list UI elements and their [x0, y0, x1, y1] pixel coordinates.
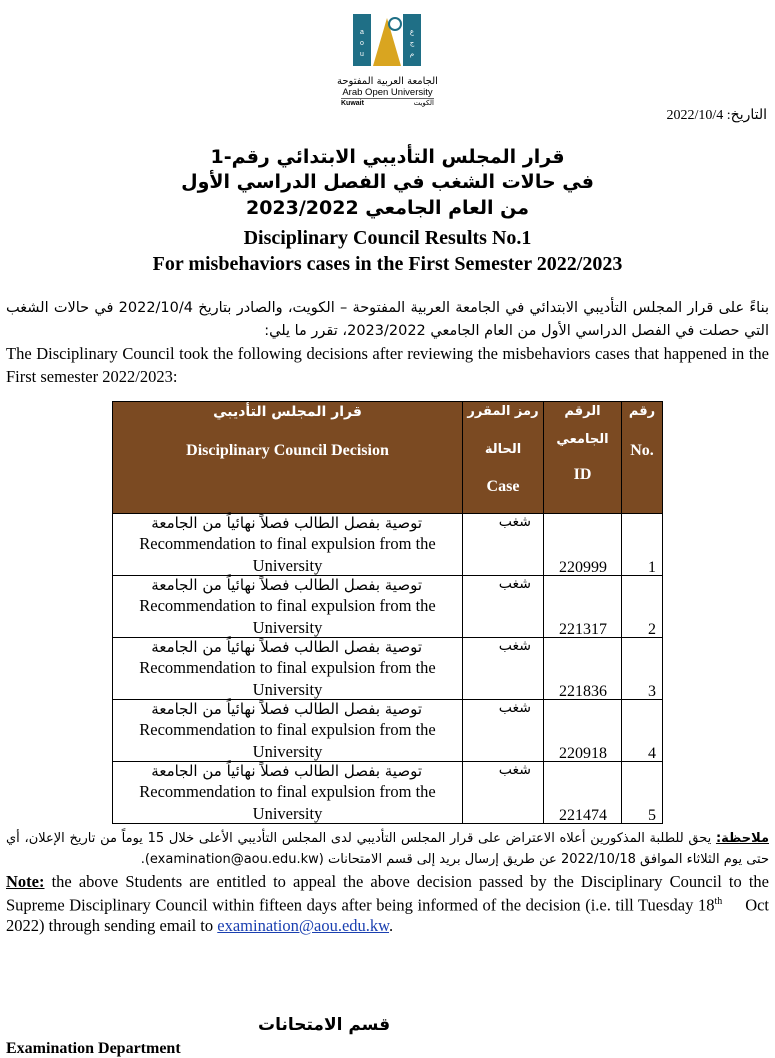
case-value: شغب	[498, 638, 531, 654]
cell-case	[463, 514, 544, 576]
decision-ar: توصية بفصل الطالب فصلاً نهائياً من الجامعة	[151, 638, 422, 656]
student-id: 221836	[559, 683, 607, 700]
header-id-ar2: الجامعي	[556, 432, 609, 447]
cell-id	[544, 700, 622, 762]
student-id: 220999	[559, 559, 607, 576]
cell-id	[544, 514, 622, 576]
note-en	[6, 872, 769, 936]
table-row	[113, 700, 663, 762]
cell-case	[463, 576, 544, 638]
svg-text:u: u	[360, 51, 364, 58]
logo-name-ar: الجامعة العربية المفتوحة	[337, 76, 438, 87]
note-en-end: .	[389, 915, 394, 935]
cell-case	[463, 762, 544, 824]
decision-ar: توصية بفصل الطالب فصلاً نهائياً من الجامعة	[151, 514, 422, 532]
svg-text:o: o	[360, 40, 364, 47]
document-date	[666, 107, 767, 124]
case-value: شغب	[498, 700, 531, 716]
header-decision-ar: قرار المجلس التأديبي	[213, 404, 362, 420]
decision-en: Recommendation to final expulsion from the University	[139, 720, 436, 761]
svg-text:م: م	[409, 50, 415, 58]
date-value: 2022/10/4	[666, 108, 724, 123]
decision-ar: توصية بفصل الطالب فصلاً نهائياً من الجامعة	[151, 762, 422, 780]
cell-id	[544, 762, 622, 824]
svg-text:ج: ج	[409, 39, 415, 47]
title-en-line2: For misbehaviors cases in the First Semester 2022/2023	[152, 253, 623, 275]
table-row	[113, 638, 663, 700]
decision-en: Recommendation to final expulsion from the University	[139, 658, 436, 699]
intro-paragraph-ar: بناءً على قرار المجلس التأديبي الابتدائي في الجامعة العربية المفتوحة – الكويت، والصادر بتاريخ 2022/10/4 في حالات الشغب التي حصلت في الفصل الدراسي الأول من العام الجامعي 2023/2022، تقرر ما يلي:	[6, 300, 769, 339]
note-en-label: Note:	[6, 872, 45, 891]
cell-no	[622, 514, 663, 576]
department-en: Examination Department	[6, 1040, 181, 1057]
logo-name-en: Arab Open University	[342, 87, 433, 98]
note-ar-label: ملاحظة:	[715, 831, 769, 846]
header-decision	[113, 402, 463, 514]
decision-ar: توصية بفصل الطالب فصلاً نهائياً من الجامعة	[151, 576, 422, 594]
decision-en: Recommendation to final expulsion from the University	[139, 782, 436, 823]
header-case-ar2: الحالة	[484, 442, 522, 457]
student-id: 220918	[559, 745, 607, 762]
header-id-ar1: الرقم	[564, 404, 601, 419]
svg-text:a: a	[360, 29, 364, 36]
note-en-sup: th	[714, 896, 723, 907]
cell-case	[463, 700, 544, 762]
date-label: التاريخ:	[726, 108, 767, 123]
header-decision-en: Disciplinary Council Decision	[186, 442, 389, 459]
cell-decision	[113, 700, 463, 762]
department-ar: قسم الامتحانات	[258, 1015, 391, 1035]
cell-decision	[113, 514, 463, 576]
case-value: شغب	[498, 576, 531, 592]
cell-decision	[113, 762, 463, 824]
aou-emblem-icon	[353, 14, 421, 66]
logo-branch-en: Kuwait	[341, 100, 364, 107]
cell-case	[463, 638, 544, 700]
cell-id	[544, 638, 622, 700]
note-ar	[6, 828, 769, 870]
cell-id	[544, 576, 622, 638]
row-number: 3	[648, 683, 656, 700]
note-en-text2: Oct 2022) through sending email to	[6, 895, 770, 935]
table-row	[113, 762, 663, 824]
note-en-text: the above Students are entitled to appeal the above decision passed by the Disciplinary Council to the Supreme Disciplinary Council within fifteen days after being informed of the decision (i.e. till Tuesday 18	[6, 872, 770, 915]
intro-paragraph-en: The Disciplinary Council took the following decisions after reviewing the misbehaviors cases that happened in the First semester 2022/2023:	[6, 344, 769, 386]
header-case-ar1: رمز المقرر	[467, 404, 539, 419]
cell-no	[622, 638, 663, 700]
university-logo	[335, 10, 440, 107]
cell-decision	[113, 638, 463, 700]
decision-en: Recommendation to final expulsion from the University	[139, 534, 436, 575]
table-row	[113, 576, 663, 638]
header-id-en: ID	[573, 466, 592, 483]
student-id: 221474	[559, 807, 607, 824]
cell-decision	[113, 576, 463, 638]
decisions-table	[112, 401, 663, 824]
case-value: شغب	[498, 762, 531, 778]
title-en-line1: Disciplinary Council Results No.1	[243, 227, 532, 249]
cell-no	[622, 762, 663, 824]
title-ar-line3: من العام الجامعي 2023/2022	[245, 197, 530, 219]
cell-no	[622, 576, 663, 638]
logo-branch-ar: الكويت	[413, 99, 434, 107]
header-case-en: Case	[486, 478, 520, 495]
header-no	[622, 402, 663, 514]
row-number: 2	[648, 621, 656, 638]
case-value: شغب	[498, 514, 531, 530]
header-no-ar: رقم	[628, 404, 656, 419]
table-header-row	[113, 402, 663, 514]
cell-no	[622, 700, 663, 762]
header-no-en: No.	[630, 442, 654, 459]
decision-ar: توصية بفصل الطالب فصلاً نهائياً من الجامعة	[151, 700, 422, 718]
decision-en: Recommendation to final expulsion from the University	[139, 596, 436, 637]
row-number: 1	[648, 559, 656, 576]
header-id	[544, 402, 622, 514]
email-link[interactable]: examination@aou.edu.kw	[217, 915, 390, 935]
header-case	[463, 402, 544, 514]
table-row	[113, 514, 663, 576]
student-id: 221317	[559, 621, 607, 638]
svg-text:ع: ع	[409, 28, 415, 36]
note-ar-text: يحق للطلبة المذكورين أعلاه الاعتراض على قرار المجلس التأديبي لدى المجلس التأديبي الأعلى خلال 15 يوماً من تاريخ الإعلان، أي حتى يوم الثلاثاء الموافق 2022/10/18 عن طريق إرسال بريد إلى قسم الامتحانات (examination@aou.edu.kw).	[6, 831, 769, 867]
row-number: 5	[648, 807, 656, 824]
title-ar-line2: في حالات الشغب في الفصل الدراسي الأول	[181, 171, 594, 193]
row-number: 4	[648, 745, 656, 762]
title-ar-line1: قرار المجلس التأديبي الابتدائي رقم-1	[210, 146, 565, 168]
